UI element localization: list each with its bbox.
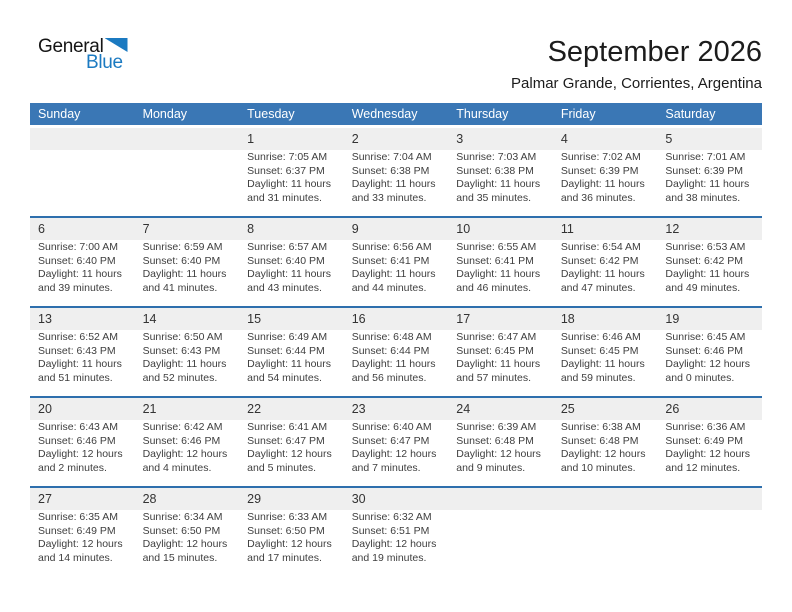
sunrise-text: Sunrise: 6:40 AM: [351, 421, 432, 433]
day-number: 23: [351, 402, 366, 416]
day-details-cell: [135, 420, 240, 486]
sunrise-text: Sunrise: 6:56 AM: [351, 241, 432, 253]
sunset-text: Sunset: 6:50 PM: [247, 524, 325, 537]
date-cell: [135, 398, 240, 420]
sunset-text: Sunset: 6:46 PM: [665, 344, 744, 357]
calendar-weeks: [30, 128, 762, 576]
daylight-text: Daylight: 11 hours and 46 minutes.: [456, 268, 541, 294]
day-number: 27: [38, 492, 52, 506]
logo-triangle-icon: [105, 38, 128, 52]
day-number: 24: [456, 402, 471, 416]
daylight-text: Daylight: 11 hours and 38 minutes.: [665, 178, 750, 204]
sunrise-text: Sunrise: 6:32 AM: [351, 511, 432, 523]
date-strip: [30, 308, 762, 330]
daylight-text: Daylight: 11 hours and 33 minutes.: [351, 178, 436, 204]
daylight-text: Daylight: 11 hours and 44 minutes.: [351, 268, 436, 294]
sunset-text: Sunset: 6:46 PM: [38, 434, 116, 447]
day-number: 26: [665, 402, 680, 416]
day-details-cell: [344, 150, 449, 216]
date-cell: [135, 128, 240, 150]
date-cell: [344, 128, 449, 150]
logo-blue-text: Blue: [86, 52, 123, 73]
day-header-cell: Sunday: [38, 107, 81, 121]
detail-strip: [30, 510, 762, 576]
daylight-text: Daylight: 11 hours and 43 minutes.: [247, 268, 331, 294]
week-row: [30, 396, 762, 486]
day-header-cell: Saturday: [665, 107, 716, 121]
day-details-cell: [448, 330, 553, 396]
sunset-text: Sunset: 6:40 PM: [247, 254, 325, 267]
sunrise-text: Sunrise: 6:48 AM: [351, 331, 432, 343]
date-cell: [135, 218, 240, 240]
date-strip: [30, 398, 762, 420]
date-cell: [553, 488, 658, 510]
day-details-cell: [30, 240, 135, 306]
sunset-text: Sunset: 6:38 PM: [351, 164, 430, 177]
daylight-text: Daylight: 12 hours and 12 minutes.: [665, 448, 751, 474]
sunrise-text: Sunrise: 7:02 AM: [560, 151, 641, 163]
sunrise-text: Sunrise: 6:45 AM: [665, 331, 746, 343]
day-details-cell: [553, 510, 658, 576]
date-cell: [657, 488, 762, 510]
day-header-cell: Thursday: [456, 107, 509, 121]
date-cell: [239, 218, 344, 240]
day-number: 16: [351, 312, 366, 326]
day-details-cell: [30, 330, 135, 396]
sunrise-text: Sunrise: 6:46 AM: [560, 331, 641, 343]
sunrise-text: Sunrise: 6:54 AM: [560, 241, 641, 253]
day-details-cell: [239, 240, 344, 306]
sunset-text: Sunset: 6:48 PM: [560, 434, 639, 447]
daylight-text: Daylight: 12 hours and 9 minutes.: [456, 448, 541, 474]
date-cell: [448, 218, 553, 240]
date-cell: [448, 488, 553, 510]
sunrise-text: Sunrise: 6:36 AM: [665, 421, 746, 433]
date-cell: [30, 398, 135, 420]
date-cell: [30, 218, 135, 240]
date-cell: [657, 218, 762, 240]
sunset-text: Sunset: 6:48 PM: [456, 434, 534, 447]
daylight-text: Daylight: 11 hours and 31 minutes.: [247, 178, 331, 204]
sunset-text: Sunset: 6:43 PM: [38, 344, 116, 357]
day-number: 7: [142, 222, 150, 236]
day-details-cell: [657, 420, 762, 486]
date-cell: [448, 128, 553, 150]
daylight-text: Daylight: 11 hours and 59 minutes.: [560, 358, 645, 384]
week-row: [30, 128, 762, 216]
date-cell: [448, 308, 553, 330]
day-header-cell: Wednesday: [351, 107, 418, 121]
sunrise-text: Sunrise: 7:01 AM: [665, 151, 746, 163]
sunset-text: Sunset: 6:50 PM: [142, 524, 221, 537]
day-number: 5: [665, 132, 673, 146]
day-details-cell: [135, 240, 240, 306]
sunset-text: Sunset: 6:38 PM: [456, 164, 534, 177]
daylight-text: Daylight: 11 hours and 52 minutes.: [142, 358, 227, 384]
sunset-text: Sunset: 6:45 PM: [560, 344, 639, 357]
day-details-cell: [657, 330, 762, 396]
day-number: 18: [560, 312, 575, 326]
page-title: September 2026: [547, 36, 762, 68]
calendar-table: [30, 103, 762, 576]
sunrise-text: Sunrise: 6:42 AM: [142, 421, 223, 433]
sunrise-text: Sunrise: 6:53 AM: [665, 241, 746, 253]
sunset-text: Sunset: 6:39 PM: [665, 164, 744, 177]
day-details-cell: [657, 240, 762, 306]
day-details-cell: [448, 240, 553, 306]
daylight-text: Daylight: 12 hours and 14 minutes.: [38, 538, 123, 564]
sunset-text: Sunset: 6:42 PM: [665, 254, 744, 267]
date-cell: [239, 488, 344, 510]
day-details-cell: [239, 150, 344, 216]
date-cell: [239, 398, 344, 420]
sunset-text: Sunset: 6:51 PM: [351, 524, 430, 537]
sunrise-text: Sunrise: 7:04 AM: [351, 151, 432, 163]
daylight-text: Daylight: 11 hours and 36 minutes.: [560, 178, 645, 204]
logo-general-text: General: [38, 36, 104, 57]
page-header: [0, 0, 792, 92]
daylight-text: Daylight: 11 hours and 47 minutes.: [560, 268, 645, 294]
day-details-cell: [135, 150, 240, 216]
day-number: 2: [351, 132, 359, 146]
date-cell: [30, 308, 135, 330]
date-cell: [30, 128, 135, 150]
date-cell: [135, 308, 240, 330]
day-details-cell: [448, 420, 553, 486]
day-number: 8: [247, 222, 255, 236]
sunset-text: Sunset: 6:44 PM: [351, 344, 430, 357]
day-details-cell: [344, 420, 449, 486]
day-details-cell: [448, 150, 553, 216]
day-number: 29: [247, 492, 262, 506]
day-number: 12: [665, 222, 680, 236]
day-number: 3: [456, 132, 464, 146]
date-cell: [657, 398, 762, 420]
daylight-text: Daylight: 12 hours and 17 minutes.: [247, 538, 332, 564]
day-number: 19: [665, 312, 680, 326]
day-number: 9: [351, 222, 359, 236]
sunset-text: Sunset: 6:41 PM: [456, 254, 534, 267]
sunrise-text: Sunrise: 6:38 AM: [560, 421, 641, 433]
daylight-text: Daylight: 11 hours and 57 minutes.: [456, 358, 541, 384]
sunrise-text: Sunrise: 7:03 AM: [456, 151, 537, 163]
day-details-cell: [553, 240, 658, 306]
page-subtitle: Palmar Grande, Corrientes, Argentina: [511, 75, 762, 92]
week-row: [30, 306, 762, 396]
sunrise-text: Sunrise: 6:35 AM: [38, 511, 118, 523]
sunset-text: Sunset: 6:45 PM: [456, 344, 534, 357]
day-header-cell: Monday: [142, 107, 188, 121]
daylight-text: Daylight: 11 hours and 56 minutes.: [351, 358, 436, 384]
sunset-text: Sunset: 6:42 PM: [560, 254, 639, 267]
sunset-text: Sunset: 6:46 PM: [142, 434, 221, 447]
sunset-text: Sunset: 6:41 PM: [351, 254, 430, 267]
daylight-text: Daylight: 11 hours and 35 minutes.: [456, 178, 541, 204]
sunrise-text: Sunrise: 6:34 AM: [142, 511, 223, 523]
detail-strip: [30, 420, 762, 486]
sunrise-text: Sunrise: 6:59 AM: [142, 241, 223, 253]
day-details-cell: [135, 510, 240, 576]
daylight-text: Daylight: 12 hours and 19 minutes.: [351, 538, 437, 564]
title-block: [511, 36, 762, 92]
sunrise-text: Sunrise: 6:52 AM: [38, 331, 118, 343]
sunset-text: Sunset: 6:49 PM: [38, 524, 116, 537]
day-number: 10: [456, 222, 471, 236]
date-cell: [30, 488, 135, 510]
daylight-text: Daylight: 11 hours and 41 minutes.: [142, 268, 227, 294]
date-cell: [553, 308, 658, 330]
date-cell: [553, 128, 658, 150]
date-cell: [657, 128, 762, 150]
day-details-cell: [239, 420, 344, 486]
day-number: 14: [142, 312, 157, 326]
date-strip: [30, 128, 762, 150]
daylight-text: Daylight: 11 hours and 51 minutes.: [38, 358, 122, 384]
daylight-text: Daylight: 12 hours and 7 minutes.: [351, 448, 437, 474]
day-details-cell: [553, 330, 658, 396]
date-cell: [657, 308, 762, 330]
sunset-text: Sunset: 6:37 PM: [247, 164, 325, 177]
day-header-cell: Tuesday: [247, 107, 295, 121]
date-cell: [239, 308, 344, 330]
daylight-text: Daylight: 12 hours and 0 minutes.: [665, 358, 751, 384]
day-details-cell: [448, 510, 553, 576]
sunrise-text: Sunrise: 6:49 AM: [247, 331, 328, 343]
sunset-text: Sunset: 6:40 PM: [38, 254, 116, 267]
sunrise-text: Sunrise: 7:00 AM: [38, 241, 118, 253]
sunrise-text: Sunrise: 6:57 AM: [247, 241, 328, 253]
day-number: 4: [560, 132, 568, 146]
date-cell: [448, 398, 553, 420]
date-cell: [344, 218, 449, 240]
day-details-cell: [30, 150, 135, 216]
sunrise-text: Sunrise: 7:05 AM: [247, 151, 328, 163]
detail-strip: [30, 240, 762, 306]
daylight-text: Daylight: 11 hours and 49 minutes.: [665, 268, 750, 294]
day-number: 11: [560, 222, 574, 236]
day-details-cell: [30, 420, 135, 486]
sunrise-text: Sunrise: 6:39 AM: [456, 421, 537, 433]
day-details-cell: [239, 330, 344, 396]
daylight-text: Daylight: 12 hours and 10 minutes.: [560, 448, 646, 474]
day-details-cell: [657, 150, 762, 216]
date-strip: [30, 488, 762, 510]
day-number: 15: [247, 312, 262, 326]
date-cell: [239, 128, 344, 150]
day-number: 30: [351, 492, 366, 506]
sunset-text: Sunset: 6:40 PM: [142, 254, 221, 267]
day-number: 17: [456, 312, 471, 326]
daylight-text: Daylight: 12 hours and 5 minutes.: [247, 448, 332, 474]
daylight-text: Daylight: 12 hours and 15 minutes.: [142, 538, 228, 564]
sunset-text: Sunset: 6:47 PM: [351, 434, 430, 447]
day-details-cell: [344, 510, 449, 576]
day-details-cell: [344, 240, 449, 306]
day-details-cell: [657, 510, 762, 576]
day-header-row: [30, 103, 762, 125]
day-details-cell: [30, 510, 135, 576]
day-number: 6: [38, 222, 45, 236]
detail-strip: [30, 150, 762, 216]
sunrise-text: Sunrise: 6:41 AM: [247, 421, 328, 433]
detail-strip: [30, 330, 762, 396]
sunrise-text: Sunrise: 6:47 AM: [456, 331, 537, 343]
sunset-text: Sunset: 6:43 PM: [142, 344, 221, 357]
date-strip: [30, 218, 762, 240]
sunrise-text: Sunrise: 6:33 AM: [247, 511, 328, 523]
day-number: 28: [142, 492, 157, 506]
daylight-text: Daylight: 11 hours and 39 minutes.: [38, 268, 122, 294]
day-details-cell: [553, 420, 658, 486]
daylight-text: Daylight: 12 hours and 2 minutes.: [38, 448, 123, 474]
day-number: 20: [38, 402, 52, 416]
day-number: 22: [247, 402, 262, 416]
day-details-cell: [344, 330, 449, 396]
sunset-text: Sunset: 6:39 PM: [560, 164, 639, 177]
sunset-text: Sunset: 6:49 PM: [665, 434, 744, 447]
date-cell: [135, 488, 240, 510]
day-header-cell: Friday: [560, 107, 596, 121]
date-cell: [553, 398, 658, 420]
sunset-text: Sunset: 6:47 PM: [247, 434, 325, 447]
daylight-text: Daylight: 11 hours and 54 minutes.: [247, 358, 331, 384]
date-cell: [344, 488, 449, 510]
day-details-cell: [135, 330, 240, 396]
daylight-text: Daylight: 12 hours and 4 minutes.: [142, 448, 228, 474]
sunrise-text: Sunrise: 6:50 AM: [142, 331, 223, 343]
day-details-cell: [553, 150, 658, 216]
day-number: 21: [142, 402, 157, 416]
general-blue-logo: [38, 36, 158, 84]
week-row: [30, 216, 762, 306]
week-row: [30, 486, 762, 576]
date-cell: [553, 218, 658, 240]
date-cell: [344, 398, 449, 420]
date-cell: [344, 308, 449, 330]
day-number: 13: [38, 312, 52, 326]
sunset-text: Sunset: 6:44 PM: [247, 344, 325, 357]
day-number: 25: [560, 402, 575, 416]
sunrise-text: Sunrise: 6:55 AM: [456, 241, 537, 253]
sunrise-text: Sunrise: 6:43 AM: [38, 421, 118, 433]
day-details-cell: [239, 510, 344, 576]
day-number: 1: [247, 132, 255, 146]
